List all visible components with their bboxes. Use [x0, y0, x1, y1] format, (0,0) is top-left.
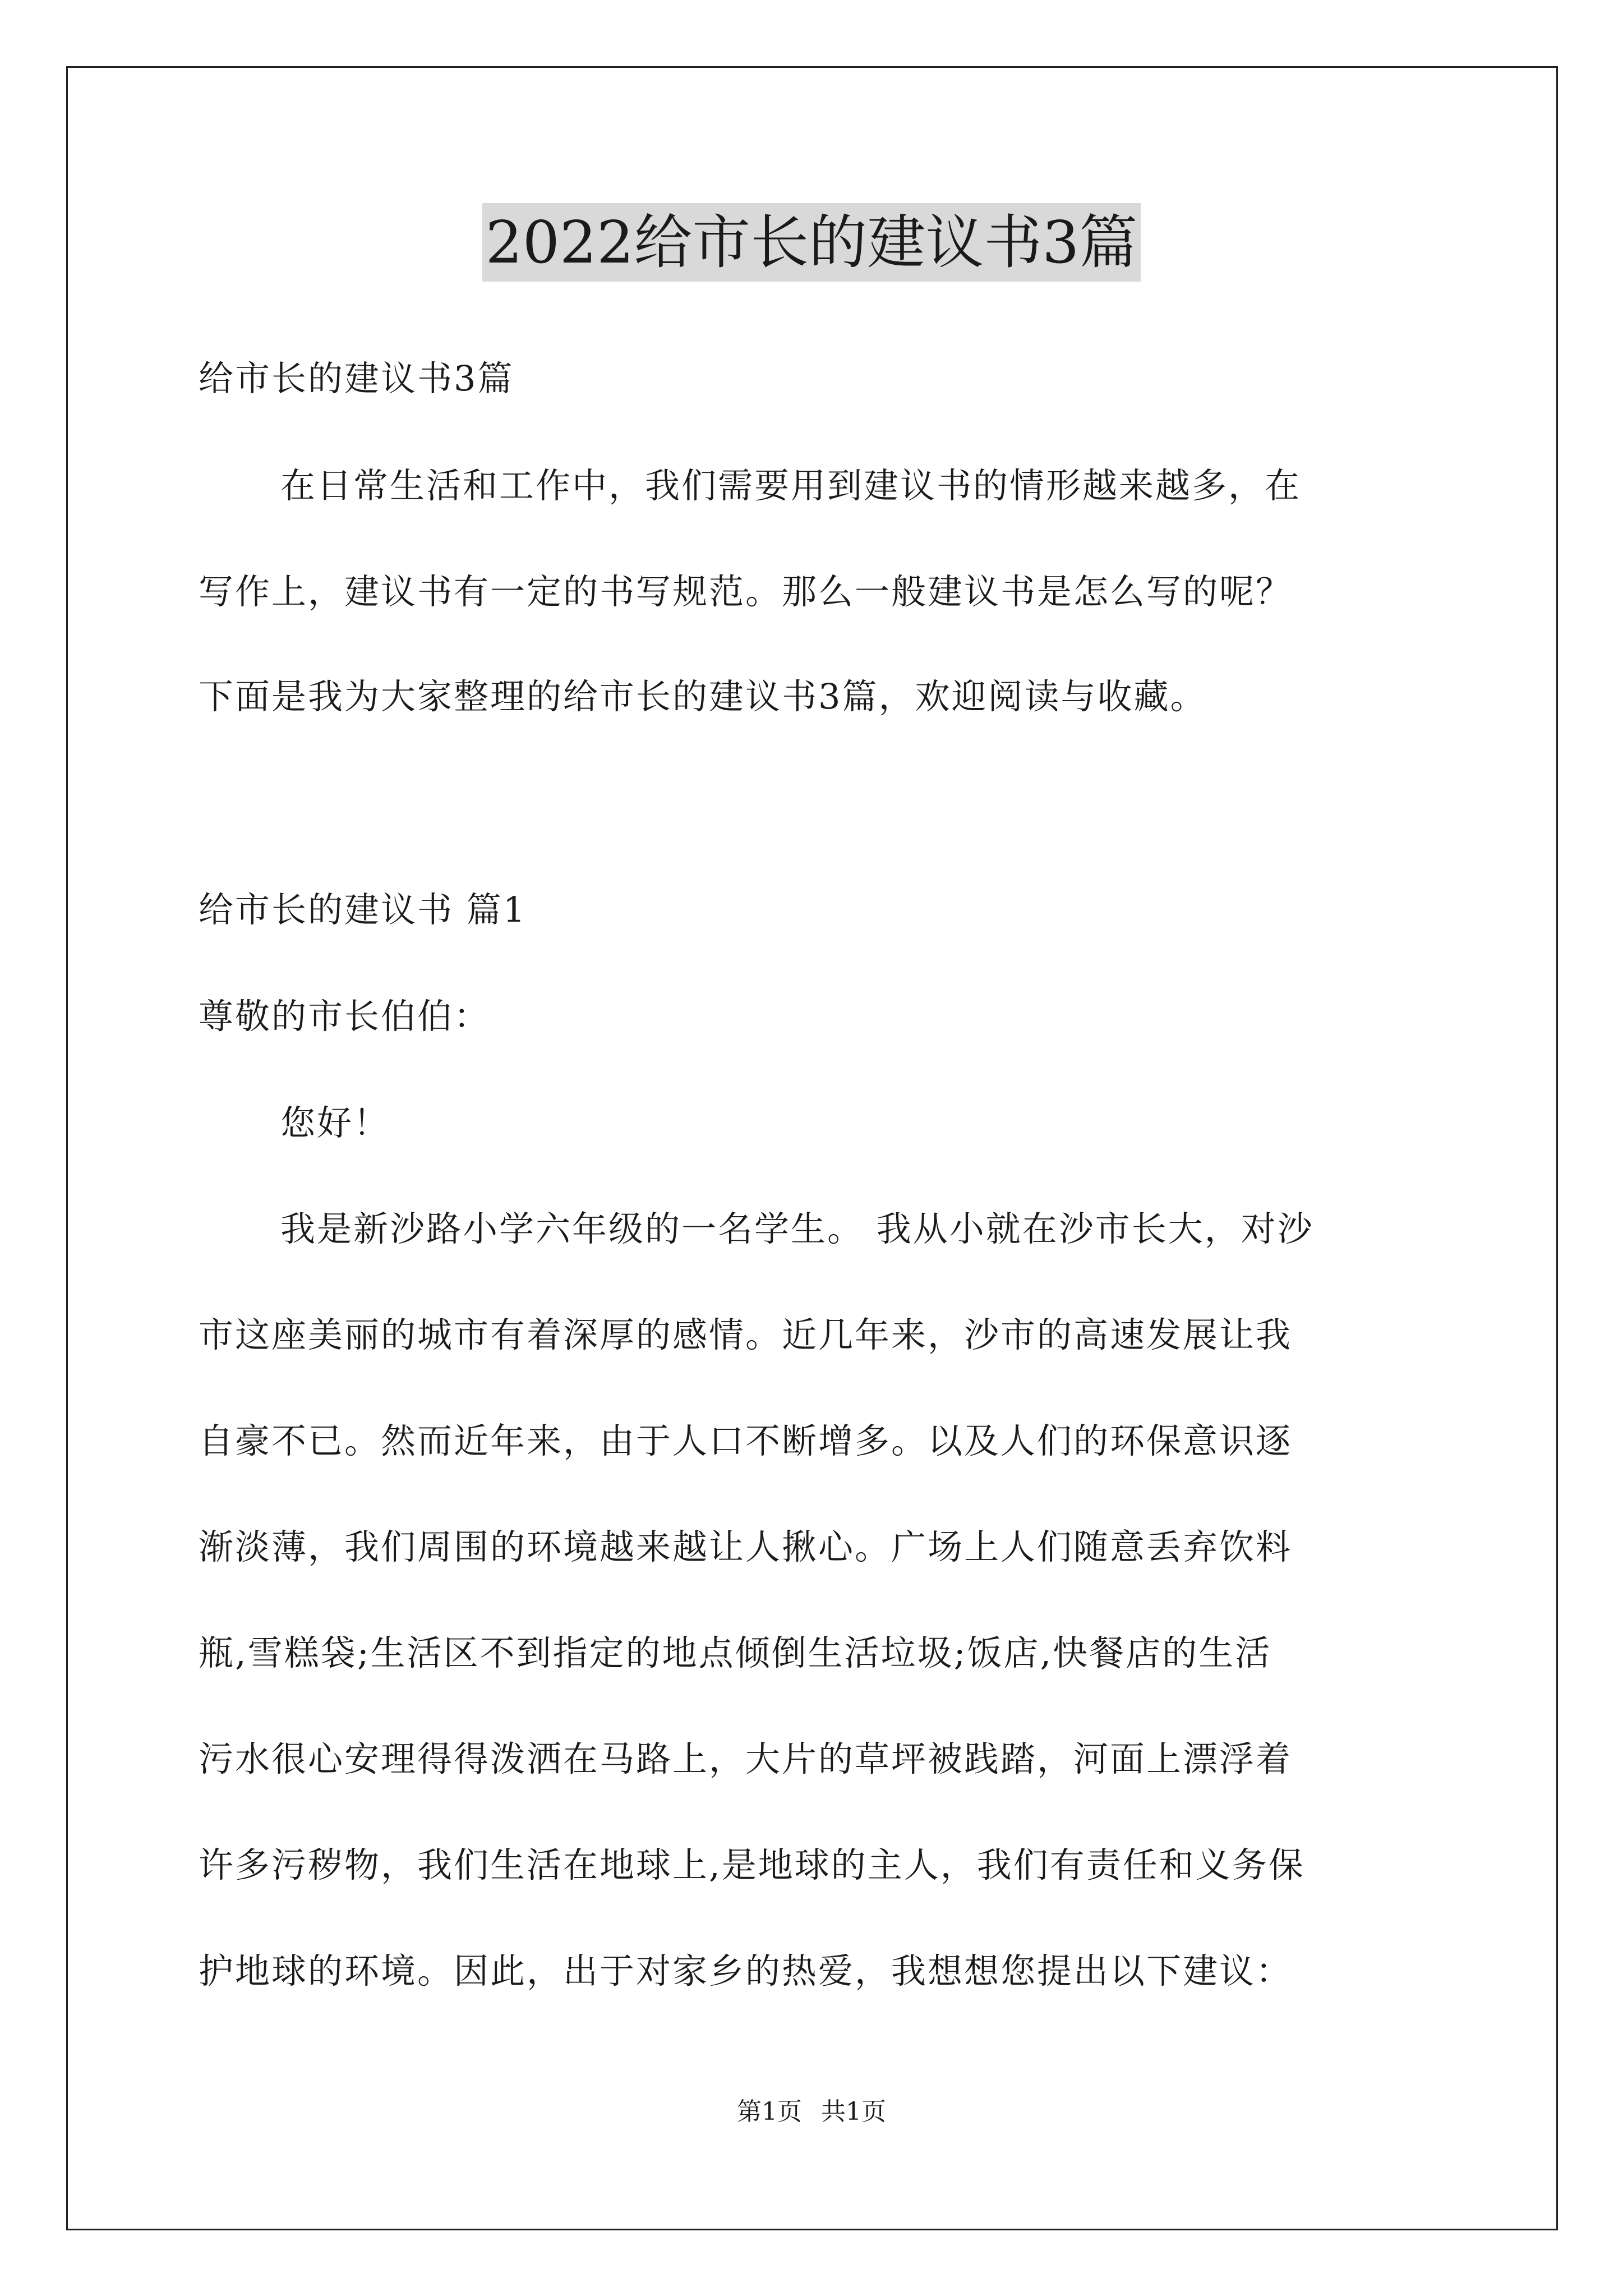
intro-line-3: 下面是我为大家整理的给市长的建议书3篇，欢迎阅读与收藏。	[199, 676, 1207, 717]
intro-line-1: 在日常生活和工作中，我们需要用到建议书的情形越来越多，在	[280, 465, 1302, 506]
page-total: 共1页	[821, 2097, 886, 2126]
greeting: 您好！	[280, 1102, 390, 1143]
body-line-6: 污水很心安理得得泼洒在马路上，大片的草坪被践踏，河面上漂浮着	[199, 1738, 1293, 1779]
intro-line-2: 写作上，建议书有一定的书写规范。那么一般建议书是怎么写的呢？	[199, 571, 1293, 612]
body-line-3: 自豪不已。然而近年来，由于人口不断增多。以及人们的环保意识逐	[199, 1420, 1293, 1461]
document-title	[0, 203, 1623, 282]
salutation: 尊敬的市长伯伯：	[199, 996, 491, 1037]
document-title-text: 2022给市长的建议书3篇	[482, 203, 1141, 282]
body-line-5: 瓶,雪糕袋;生活区不到指定的地点倾倒生活垃圾;饭店,快餐店的生活	[199, 1632, 1272, 1673]
document-subtitle: 给市长的建议书3篇	[199, 358, 514, 399]
page-footer	[0, 2095, 1623, 2129]
body-line-4: 渐淡薄，我们周围的环境越来越让人揪心。广场上人们随意丢弃饮料	[199, 1526, 1293, 1567]
section-heading: 给市长的建议书 篇1	[199, 889, 527, 930]
page-number: 第1页	[737, 2097, 802, 2126]
body-line-7: 许多污秽物，我们生活在地球上,是地球的主人，我们有责任和义务保	[199, 1844, 1305, 1885]
body-line-8: 护地球的环境。因此，出于对家乡的热爱，我想想您提出以下建议：	[199, 1950, 1293, 1991]
body-line-2: 市这座美丽的城市有着深厚的感情。近几年来，沙市的高速发展让我	[199, 1314, 1293, 1355]
body-line-1: 我是新沙路小学六年级的一名学生。 我从小就在沙市长大，对沙	[280, 1208, 1314, 1249]
